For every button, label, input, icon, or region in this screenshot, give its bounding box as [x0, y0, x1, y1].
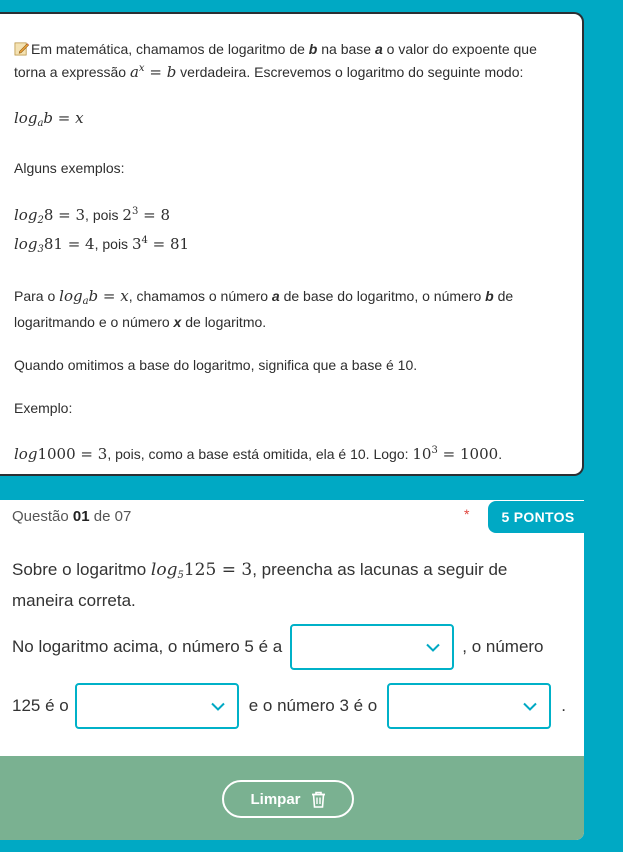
- example-1: $\log_28 = 3$, pois $2^3 = 8$: [14, 206, 171, 226]
- question-prompt: Sobre o logaritmo $\log_5125 = 3$, preencha as lacunas a seguir de maneira correta.: [12, 560, 508, 610]
- line2-text-a: 125 é o: [12, 696, 69, 715]
- definition-formula: $\log_ab = x$: [14, 109, 84, 129]
- chevron-down-icon: [523, 702, 537, 711]
- select-blank-2[interactable]: [75, 683, 239, 729]
- question-label: Questão: [12, 508, 69, 525]
- line1-text-a: No logaritmo acima, o número 5 é a: [12, 637, 283, 656]
- chevron-down-icon: [426, 643, 440, 652]
- line2-text-c: .: [561, 696, 566, 715]
- question-total: de 07: [93, 508, 132, 525]
- clear-button[interactable]: [222, 780, 354, 818]
- example-heading: Exemplo:: [14, 400, 73, 416]
- intro-paragraph: [14, 39, 564, 82]
- example-2: $\log_381 = 4$, pois $3^4 = 81$: [14, 235, 190, 255]
- omitted-base-paragraph: Quando omitimos a base do logaritmo, significa que a base é 10.: [14, 357, 418, 373]
- select-blank-3[interactable]: [387, 683, 551, 729]
- intro-a-var: a: [374, 41, 383, 57]
- info-card: [0, 12, 584, 476]
- question-footer: [0, 756, 584, 840]
- fill-line-1: [12, 624, 544, 670]
- question-header: [12, 508, 131, 525]
- question-card: [0, 500, 584, 840]
- math-power-expression: $a^x = b$: [129, 63, 177, 81]
- intro-text-a: Em matemática, chamamos de logaritmo de: [31, 41, 309, 57]
- points-badge: 5 PONTOS: [488, 501, 584, 533]
- line1-text-b: , o número: [462, 637, 544, 656]
- intro-text-c: na base: [317, 41, 375, 57]
- line2-text-b: e o número 3 é o: [248, 696, 378, 715]
- intro-b-var: b: [308, 41, 318, 57]
- pencil-icon: [14, 41, 29, 56]
- example-log1000: log1000 = 3, pois, como a base está omitida, ela é 10. Logo: $10^3 = 1000$.: [14, 445, 503, 463]
- select-blank-1[interactable]: [290, 624, 454, 670]
- intro-text-e: o valor do expoente que torna a expressão: [14, 41, 537, 80]
- clear-button-label: Limpar: [250, 790, 301, 808]
- chevron-down-icon: [211, 702, 225, 711]
- parts-paragraph: Para o $\log_ab = x$, chamamos o número a de base do logaritmo, o número b de logaritmando e o número x de logaritmo.: [14, 287, 514, 330]
- examples-heading: Alguns exemplos:: [14, 160, 125, 176]
- trash-icon: [311, 791, 326, 808]
- question-number: 01: [72, 508, 90, 525]
- intro-text-f: verdadeira. Escrevemos o logaritmo do seguinte modo:: [176, 64, 524, 80]
- required-star: *: [464, 506, 470, 522]
- fill-line-2: [12, 683, 566, 729]
